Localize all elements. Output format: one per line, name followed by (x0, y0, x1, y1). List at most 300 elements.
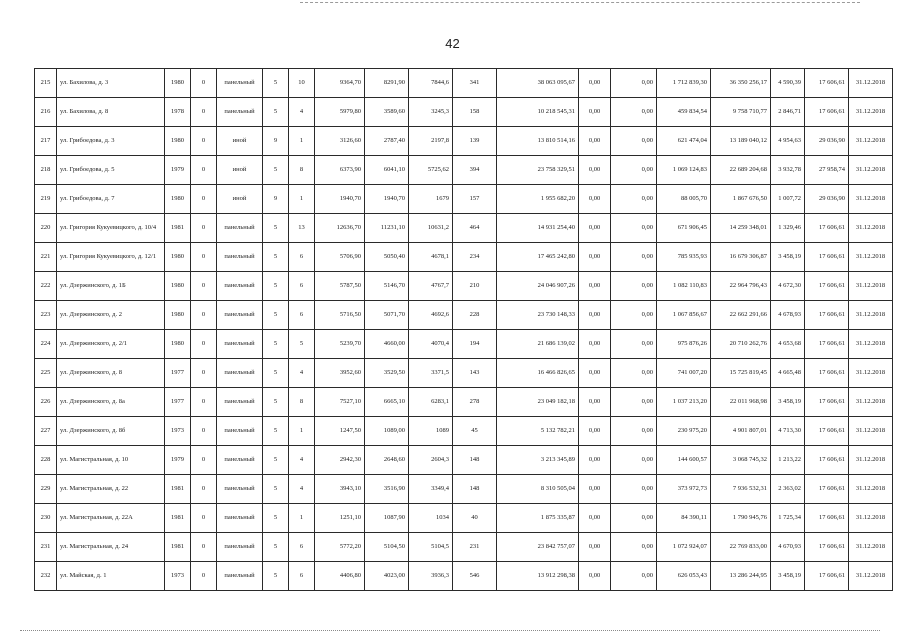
cell-residential-area: 5104,5 (409, 533, 453, 562)
cell-residents: 394 (453, 156, 497, 185)
cell-zero-field: 0 (191, 156, 217, 185)
cell-cost-field-2: 0,00 (579, 301, 611, 330)
cell-row-number: 226 (35, 388, 57, 417)
cell-residents: 194 (453, 330, 497, 359)
cell-deadline: 31.12.2018 (849, 185, 893, 214)
table-row (35, 98, 893, 127)
cell-cost-field-3: 0,00 (611, 446, 657, 475)
table-row (35, 301, 893, 330)
cell-cost-field-4: 621 474,04 (657, 127, 711, 156)
cell-wall-material: панельный (217, 417, 263, 446)
cell-year: 1980 (165, 69, 191, 98)
cell-row-number: 230 (35, 504, 57, 533)
cell-total-cost: 23 730 148,33 (497, 301, 579, 330)
cell-total-cost: 10 218 545,31 (497, 98, 579, 127)
cell-residential-area: 1679 (409, 185, 453, 214)
cell-cost-field-5: 9 758 710,77 (711, 98, 771, 127)
cell-zero-field: 0 (191, 446, 217, 475)
cell-cost-per-sqm: 4 954,63 (771, 127, 805, 156)
cell-residential-area: 3349,4 (409, 475, 453, 504)
cell-wall-material: иной (217, 127, 263, 156)
cell-row-number: 223 (35, 301, 57, 330)
cell-row-number: 217 (35, 127, 57, 156)
cell-cost-field-3: 0,00 (611, 417, 657, 446)
cell-residential-area: 1089 (409, 417, 453, 446)
cell-total-area: 5787,50 (315, 272, 365, 301)
cell-year: 1980 (165, 272, 191, 301)
cell-deadline: 31.12.2018 (849, 359, 893, 388)
cell-premises-area: 4660,00 (365, 330, 409, 359)
cell-floors: 9 (263, 127, 289, 156)
cell-cost-field-3: 0,00 (611, 301, 657, 330)
cell-total-area: 7527,10 (315, 388, 365, 417)
cell-limit-per-sqm: 17 606,61 (805, 388, 849, 417)
cell-address: ул. Бахилова, д. 8 (57, 98, 165, 127)
cell-deadline: 31.12.2018 (849, 446, 893, 475)
cell-cost-per-sqm: 3 458,19 (771, 388, 805, 417)
cell-wall-material: панельный (217, 359, 263, 388)
cell-total-area: 12636,70 (315, 214, 365, 243)
cell-address: ул. Григория Кукуевицкого, д. 10/4 (57, 214, 165, 243)
cell-wall-material: панельный (217, 504, 263, 533)
cell-wall-material: панельный (217, 533, 263, 562)
cell-cost-per-sqm: 2 846,71 (771, 98, 805, 127)
cell-residents: 139 (453, 127, 497, 156)
cell-year: 1977 (165, 388, 191, 417)
cell-zero-field: 0 (191, 330, 217, 359)
cell-cost-field-5: 22 011 968,98 (711, 388, 771, 417)
cell-cost-field-5: 22 662 291,66 (711, 301, 771, 330)
cell-address: ул. Грибоедова, д. 5 (57, 156, 165, 185)
cell-residential-area: 2197,8 (409, 127, 453, 156)
cell-year: 1981 (165, 214, 191, 243)
cell-premises-area: 2648,60 (365, 446, 409, 475)
cell-row-number: 218 (35, 156, 57, 185)
cell-total-area: 2942,30 (315, 446, 365, 475)
cell-floors: 5 (263, 359, 289, 388)
cell-residential-area: 4767,7 (409, 272, 453, 301)
cell-premises-area: 1087,90 (365, 504, 409, 533)
cell-row-number: 224 (35, 330, 57, 359)
table-row (35, 417, 893, 446)
cell-row-number: 220 (35, 214, 57, 243)
cell-floors: 5 (263, 69, 289, 98)
cell-cost-field-4: 785 935,93 (657, 243, 711, 272)
cell-row-number: 216 (35, 98, 57, 127)
cell-cost-field-4: 144 600,57 (657, 446, 711, 475)
cell-zero-field: 0 (191, 69, 217, 98)
cell-residents: 143 (453, 359, 497, 388)
cell-row-number: 222 (35, 272, 57, 301)
cell-premises-area: 5146,70 (365, 272, 409, 301)
cell-year: 1980 (165, 301, 191, 330)
cell-wall-material: панельный (217, 301, 263, 330)
cell-cost-field-4: 373 972,73 (657, 475, 711, 504)
cell-cost-per-sqm: 3 458,19 (771, 562, 805, 591)
cell-address: ул. Магистральная, д. 22 (57, 475, 165, 504)
cell-wall-material: панельный (217, 69, 263, 98)
cell-premises-area: 8291,90 (365, 69, 409, 98)
cell-limit-per-sqm: 17 606,61 (805, 475, 849, 504)
cell-cost-field-2: 0,00 (579, 446, 611, 475)
cell-address: ул. Дзержинского, д. 8а (57, 388, 165, 417)
cell-zero-field: 0 (191, 359, 217, 388)
cell-entrances: 4 (289, 446, 315, 475)
page-number: 42 (445, 36, 460, 51)
cell-cost-field-3: 0,00 (611, 562, 657, 591)
cell-cost-field-4: 1 082 110,83 (657, 272, 711, 301)
cell-floors: 5 (263, 475, 289, 504)
scan-edge-bottom (20, 630, 880, 633)
cell-wall-material: иной (217, 185, 263, 214)
cell-wall-material: панельный (217, 272, 263, 301)
cell-entrances: 4 (289, 359, 315, 388)
cell-residents: 231 (453, 533, 497, 562)
cell-total-cost: 1 955 682,20 (497, 185, 579, 214)
cell-deadline: 31.12.2018 (849, 504, 893, 533)
cell-cost-per-sqm: 1 329,46 (771, 214, 805, 243)
cell-cost-field-2: 0,00 (579, 214, 611, 243)
cell-floors: 5 (263, 562, 289, 591)
cell-zero-field: 0 (191, 243, 217, 272)
cell-year: 1981 (165, 533, 191, 562)
cell-cost-field-4: 741 007,20 (657, 359, 711, 388)
cell-premises-area: 11231,10 (365, 214, 409, 243)
cell-cost-per-sqm: 4 713,30 (771, 417, 805, 446)
cell-wall-material: панельный (217, 562, 263, 591)
cell-cost-field-5: 20 710 262,76 (711, 330, 771, 359)
cell-premises-area: 5104,50 (365, 533, 409, 562)
cell-address: ул. Григория Кукуевицкого, д. 12/1 (57, 243, 165, 272)
cell-row-number: 232 (35, 562, 57, 591)
cell-premises-area: 6041,10 (365, 156, 409, 185)
cell-zero-field: 0 (191, 98, 217, 127)
cell-deadline: 31.12.2018 (849, 243, 893, 272)
cell-total-area: 1247,50 (315, 417, 365, 446)
cell-residential-area: 3245,3 (409, 98, 453, 127)
cell-floors: 5 (263, 504, 289, 533)
cell-total-area: 1940,70 (315, 185, 365, 214)
cell-limit-per-sqm: 17 606,61 (805, 504, 849, 533)
cell-total-cost: 16 466 826,65 (497, 359, 579, 388)
cell-year: 1977 (165, 359, 191, 388)
cell-total-area: 1251,10 (315, 504, 365, 533)
cell-total-cost: 23 758 329,51 (497, 156, 579, 185)
cell-residents: 40 (453, 504, 497, 533)
cell-residents: 278 (453, 388, 497, 417)
cell-deadline: 31.12.2018 (849, 98, 893, 127)
cell-zero-field: 0 (191, 417, 217, 446)
cell-total-cost: 8 310 505,04 (497, 475, 579, 504)
cell-cost-field-2: 0,00 (579, 98, 611, 127)
cell-cost-field-5: 1 790 945,76 (711, 504, 771, 533)
cell-cost-field-5: 7 936 532,31 (711, 475, 771, 504)
cell-total-area: 5979,80 (315, 98, 365, 127)
cell-entrances: 6 (289, 243, 315, 272)
cell-year: 1980 (165, 185, 191, 214)
cell-address: ул. Грибоедова, д. 7 (57, 185, 165, 214)
cell-cost-field-4: 671 906,45 (657, 214, 711, 243)
cell-residential-area: 5725,62 (409, 156, 453, 185)
cell-cost-field-4: 975 876,26 (657, 330, 711, 359)
cell-deadline: 31.12.2018 (849, 475, 893, 504)
cell-entrances: 4 (289, 475, 315, 504)
cell-cost-field-5: 13 189 040,12 (711, 127, 771, 156)
cell-wall-material: панельный (217, 446, 263, 475)
cell-address: ул. Дзержинского, д. 2 (57, 301, 165, 330)
cell-year: 1979 (165, 156, 191, 185)
cell-cost-per-sqm: 1 213,22 (771, 446, 805, 475)
cell-floors: 5 (263, 446, 289, 475)
cell-entrances: 1 (289, 185, 315, 214)
cell-cost-field-4: 84 390,11 (657, 504, 711, 533)
cell-wall-material: иной (217, 156, 263, 185)
cell-wall-material: панельный (217, 330, 263, 359)
cell-wall-material: панельный (217, 214, 263, 243)
cell-limit-per-sqm: 17 606,61 (805, 69, 849, 98)
cell-limit-per-sqm: 17 606,61 (805, 562, 849, 591)
cell-premises-area: 4023,00 (365, 562, 409, 591)
cell-cost-field-5: 16 679 306,87 (711, 243, 771, 272)
cell-entrances: 5 (289, 330, 315, 359)
cell-premises-area: 1940,70 (365, 185, 409, 214)
table-row (35, 446, 893, 475)
cell-cost-field-3: 0,00 (611, 359, 657, 388)
cell-residential-area: 4678,1 (409, 243, 453, 272)
cell-cost-field-5: 3 068 745,32 (711, 446, 771, 475)
cell-address: ул. Майская, д. 1 (57, 562, 165, 591)
cell-cost-field-3: 0,00 (611, 156, 657, 185)
cell-wall-material: панельный (217, 98, 263, 127)
cell-residents: 546 (453, 562, 497, 591)
cell-floors: 9 (263, 185, 289, 214)
cell-limit-per-sqm: 17 606,61 (805, 301, 849, 330)
cell-entrances: 8 (289, 156, 315, 185)
cell-total-cost: 23 049 182,18 (497, 388, 579, 417)
cell-floors: 5 (263, 214, 289, 243)
cell-zero-field: 0 (191, 272, 217, 301)
cell-residential-area: 10631,2 (409, 214, 453, 243)
cell-cost-field-2: 0,00 (579, 127, 611, 156)
cell-cost-field-4: 1 069 124,83 (657, 156, 711, 185)
cell-limit-per-sqm: 17 606,61 (805, 330, 849, 359)
cell-total-cost: 24 046 907,26 (497, 272, 579, 301)
cell-cost-per-sqm: 1 725,34 (771, 504, 805, 533)
cell-address: ул. Грибоедова, д. 3 (57, 127, 165, 156)
cell-year: 1980 (165, 330, 191, 359)
cell-total-cost: 21 686 139,02 (497, 330, 579, 359)
cell-cost-per-sqm: 3 458,19 (771, 243, 805, 272)
table-row (35, 185, 893, 214)
cell-premises-area: 3516,90 (365, 475, 409, 504)
cell-cost-field-4: 88 005,70 (657, 185, 711, 214)
cell-address: ул. Магистральная, д. 22А (57, 504, 165, 533)
cell-cost-per-sqm: 4 672,30 (771, 272, 805, 301)
cell-residential-area: 3936,3 (409, 562, 453, 591)
table-row (35, 214, 893, 243)
cell-premises-area: 1089,00 (365, 417, 409, 446)
cell-cost-field-2: 0,00 (579, 533, 611, 562)
cell-address: ул. Дзержинского, д. 2/1 (57, 330, 165, 359)
cell-residential-area: 4692,6 (409, 301, 453, 330)
cell-deadline: 31.12.2018 (849, 562, 893, 591)
cell-entrances: 6 (289, 533, 315, 562)
cell-total-area: 4406,80 (315, 562, 365, 591)
cell-cost-field-3: 0,00 (611, 330, 657, 359)
cell-limit-per-sqm: 17 606,61 (805, 98, 849, 127)
cell-cost-field-4: 230 975,20 (657, 417, 711, 446)
cell-floors: 5 (263, 533, 289, 562)
cell-entrances: 13 (289, 214, 315, 243)
cell-cost-per-sqm: 1 007,72 (771, 185, 805, 214)
cell-cost-per-sqm: 4 665,48 (771, 359, 805, 388)
cell-cost-field-2: 0,00 (579, 185, 611, 214)
cell-address: ул. Бахилова, д. 3 (57, 69, 165, 98)
cell-total-area: 5772,20 (315, 533, 365, 562)
cell-cost-per-sqm: 3 932,78 (771, 156, 805, 185)
cell-cost-field-5: 36 350 256,17 (711, 69, 771, 98)
cell-year: 1980 (165, 127, 191, 156)
cell-year: 1973 (165, 417, 191, 446)
cell-year: 1981 (165, 504, 191, 533)
cell-deadline: 31.12.2018 (849, 127, 893, 156)
cell-total-cost: 17 465 242,80 (497, 243, 579, 272)
cell-zero-field: 0 (191, 504, 217, 533)
cell-deadline: 31.12.2018 (849, 533, 893, 562)
cell-premises-area: 2787,40 (365, 127, 409, 156)
cell-entrances: 6 (289, 562, 315, 591)
cell-cost-field-4: 1 037 213,20 (657, 388, 711, 417)
cell-floors: 5 (263, 156, 289, 185)
cell-zero-field: 0 (191, 388, 217, 417)
cell-row-number: 215 (35, 69, 57, 98)
cell-cost-per-sqm: 4 590,39 (771, 69, 805, 98)
cell-entrances: 1 (289, 417, 315, 446)
cell-limit-per-sqm: 17 606,61 (805, 243, 849, 272)
cell-residents: 464 (453, 214, 497, 243)
cell-entrances: 4 (289, 98, 315, 127)
cell-address: ул. Магистральная, д. 10 (57, 446, 165, 475)
cell-cost-per-sqm: 2 363,02 (771, 475, 805, 504)
cell-residents: 148 (453, 475, 497, 504)
cell-cost-field-3: 0,00 (611, 388, 657, 417)
cell-cost-field-3: 0,00 (611, 98, 657, 127)
cell-residential-area: 7844,6 (409, 69, 453, 98)
cell-zero-field: 0 (191, 562, 217, 591)
cell-residents: 158 (453, 98, 497, 127)
cell-cost-field-5: 4 901 807,01 (711, 417, 771, 446)
cell-entrances: 8 (289, 388, 315, 417)
cell-cost-field-3: 0,00 (611, 272, 657, 301)
cell-cost-field-2: 0,00 (579, 69, 611, 98)
cell-total-cost: 13 912 298,38 (497, 562, 579, 591)
cell-row-number: 229 (35, 475, 57, 504)
cell-cost-field-5: 22 964 796,43 (711, 272, 771, 301)
cell-row-number: 225 (35, 359, 57, 388)
table-row (35, 504, 893, 533)
cell-cost-field-4: 1 072 924,07 (657, 533, 711, 562)
cell-zero-field: 0 (191, 127, 217, 156)
cell-zero-field: 0 (191, 533, 217, 562)
cell-cost-per-sqm: 4 653,68 (771, 330, 805, 359)
cell-limit-per-sqm: 17 606,61 (805, 359, 849, 388)
table-row (35, 359, 893, 388)
cell-address: ул. Дзержинского, д. 8б (57, 417, 165, 446)
cell-cost-field-2: 0,00 (579, 388, 611, 417)
cell-premises-area: 5071,70 (365, 301, 409, 330)
cell-zero-field: 0 (191, 475, 217, 504)
cell-floors: 5 (263, 243, 289, 272)
table-row (35, 243, 893, 272)
cell-residents: 157 (453, 185, 497, 214)
cell-row-number: 219 (35, 185, 57, 214)
cell-row-number: 227 (35, 417, 57, 446)
cell-address: ул. Дзержинского, д. 1Б (57, 272, 165, 301)
cell-residential-area: 1034 (409, 504, 453, 533)
cell-row-number: 221 (35, 243, 57, 272)
cell-total-area: 5239,70 (315, 330, 365, 359)
cell-premises-area: 3589,60 (365, 98, 409, 127)
cell-total-area: 3943,10 (315, 475, 365, 504)
table-row (35, 156, 893, 185)
cell-cost-field-2: 0,00 (579, 156, 611, 185)
cell-wall-material: панельный (217, 243, 263, 272)
cell-total-cost: 5 132 782,21 (497, 417, 579, 446)
table-row (35, 533, 893, 562)
cell-cost-field-5: 1 867 676,50 (711, 185, 771, 214)
cell-cost-field-5: 13 286 244,95 (711, 562, 771, 591)
cell-residential-area: 4070,4 (409, 330, 453, 359)
cell-limit-per-sqm: 17 606,61 (805, 417, 849, 446)
table-row (35, 388, 893, 417)
cell-cost-field-2: 0,00 (579, 504, 611, 533)
cell-total-cost: 14 931 254,40 (497, 214, 579, 243)
cell-total-area: 9364,70 (315, 69, 365, 98)
cell-cost-field-5: 14 259 348,01 (711, 214, 771, 243)
cell-deadline: 31.12.2018 (849, 272, 893, 301)
cell-total-cost: 3 213 345,89 (497, 446, 579, 475)
cell-premises-area: 5050,40 (365, 243, 409, 272)
cell-total-area: 3952,60 (315, 359, 365, 388)
cell-deadline: 31.12.2018 (849, 388, 893, 417)
table-row (35, 475, 893, 504)
cell-total-cost: 23 842 757,07 (497, 533, 579, 562)
table-row (35, 562, 893, 591)
cell-total-area: 5716,50 (315, 301, 365, 330)
cell-cost-field-4: 459 834,54 (657, 98, 711, 127)
cell-limit-per-sqm: 17 606,61 (805, 533, 849, 562)
cell-residential-area: 6283,1 (409, 388, 453, 417)
cell-deadline: 31.12.2018 (849, 330, 893, 359)
cell-residents: 148 (453, 446, 497, 475)
cell-deadline: 31.12.2018 (849, 69, 893, 98)
cell-deadline: 31.12.2018 (849, 301, 893, 330)
cell-year: 1979 (165, 446, 191, 475)
cell-limit-per-sqm: 17 606,61 (805, 214, 849, 243)
cell-wall-material: панельный (217, 388, 263, 417)
cell-cost-field-3: 0,00 (611, 243, 657, 272)
cell-cost-field-5: 15 725 819,45 (711, 359, 771, 388)
cell-premises-area: 3529,50 (365, 359, 409, 388)
cell-address: ул. Магистральная, д. 24 (57, 533, 165, 562)
cell-limit-per-sqm: 17 606,61 (805, 272, 849, 301)
cell-floors: 5 (263, 388, 289, 417)
cell-year: 1978 (165, 98, 191, 127)
cell-residents: 341 (453, 69, 497, 98)
cell-cost-per-sqm: 4 678,93 (771, 301, 805, 330)
cell-cost-field-3: 0,00 (611, 533, 657, 562)
cell-floors: 5 (263, 272, 289, 301)
